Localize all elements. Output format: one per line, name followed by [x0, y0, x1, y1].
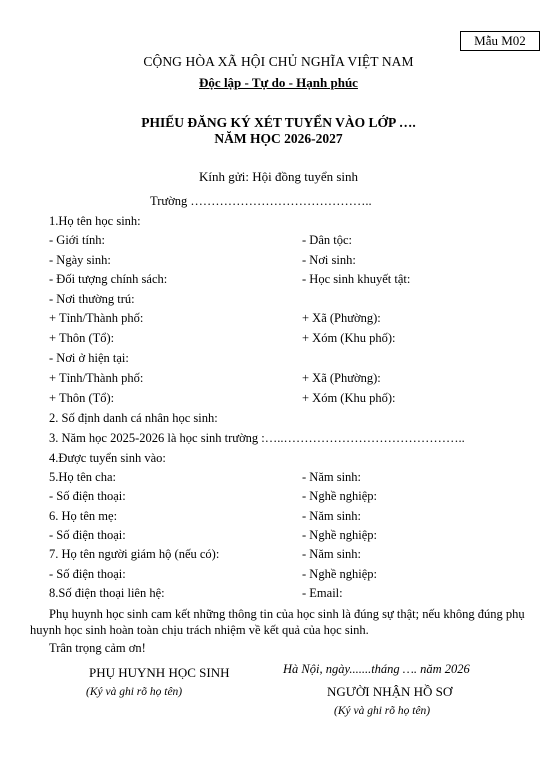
father-birth-label: - Năm sinh:: [302, 470, 362, 484]
date-line: Hà Nội, ngày.......tháng …. năm 2026: [283, 662, 470, 676]
parent-signature-title: PHỤ HUYNH HỌC SINH: [89, 665, 230, 680]
nation-header: CỘNG HÒA XÃ HỘI CHỦ NGHĨA VIỆT NAM: [143, 54, 414, 69]
guardian-job-label: - Nghề nghiệp:: [302, 567, 377, 581]
father-name-label: 5.Họ tên cha:: [49, 470, 116, 484]
student-name-label: 1.Họ tên học sinh:: [49, 214, 141, 228]
guardian-birth-label: - Năm sinh:: [302, 547, 362, 561]
contact-phone-label: 8.Số điện thoại liên hệ:: [49, 586, 165, 600]
birthplace-label: - Nơi sinh:: [302, 253, 356, 267]
thanks-line: Trân trọng cảm ơn!: [49, 641, 146, 655]
student-id-label: 2. Số định danh cá nhân học sinh:: [49, 411, 218, 425]
cur-province-label: + Tỉnh/Thành phố:: [49, 371, 144, 385]
policy-label: - Đối tượng chính sách:: [49, 272, 168, 286]
perm-village-label: + Thôn (Tổ):: [49, 331, 115, 345]
motto-text: Độc lập - Tự do - Hạnh phúc: [199, 75, 358, 90]
mother-job-label: - Nghề nghiệp:: [302, 528, 377, 542]
receiver-signature-note: (Ký và ghi rõ họ tên): [334, 705, 431, 717]
mother-name-label: 6. Họ tên mẹ:: [49, 509, 118, 523]
form-title-line2: NĂM HỌC 2026-2027: [214, 131, 343, 146]
disabled-label: - Học sinh khuyết tật:: [302, 272, 411, 286]
father-phone-label: - Số điện thoại:: [49, 489, 126, 503]
commitment-paragraph: Phụ huynh học sinh cam kết những thông tin của học sinh là đúng sự thật; nếu không đúng phụ huynh học sinh hoàn toàn chịu trách nhiệm về kết quả của học sinh.: [30, 607, 525, 637]
dob-label: - Ngày sinh:: [49, 253, 111, 267]
prev-school-label: 3. Năm học 2025-2026 là học sinh trường :…..……………………………………..: [49, 431, 465, 445]
motto: [0, 75, 557, 91]
father-job-label: - Nghề nghiệp:: [302, 489, 377, 503]
guardian-phone-label: - Số điện thoại:: [49, 567, 126, 581]
form-title-line1: PHIẾU ĐĂNG KÝ XÉT TUYỂN VÀO LỚP ….: [141, 115, 416, 130]
current-residence-label: - Nơi ở hiện tại:: [49, 351, 129, 365]
ethnicity-label: - Dân tộc:: [302, 233, 352, 247]
mother-birth-label: - Năm sinh:: [302, 509, 362, 523]
mother-phone-label: - Số điện thoại:: [49, 528, 126, 542]
cur-hamlet-label: + Xóm (Khu phố):: [302, 391, 396, 405]
school-line: Trường ……………………………………..: [150, 194, 372, 208]
salutation: Kính gửi: Hội đồng tuyển sinh: [198, 169, 359, 184]
receiver-signature-title: NGƯỜI NHẬN HỒ SƠ: [327, 684, 453, 699]
form-code-box: Mẫu M02: [460, 31, 540, 51]
parent-signature-note: (Ký và ghi rõ họ tên): [86, 686, 183, 698]
guardian-name-label: 7. Họ tên người giám hộ (nếu có):: [49, 547, 220, 561]
permanent-residence-label: - Nơi thường trú:: [49, 292, 135, 306]
gender-label: - Giới tính:: [49, 233, 105, 247]
perm-province-label: + Tỉnh/Thành phố:: [49, 311, 144, 325]
admitted-label: 4.Được tuyển sinh vào:: [49, 451, 166, 465]
cur-ward-label: + Xã (Phường):: [302, 371, 381, 385]
cur-village-label: + Thôn (Tổ):: [49, 391, 115, 405]
perm-hamlet-label: + Xóm (Khu phố):: [302, 331, 396, 345]
perm-ward-label: + Xã (Phường):: [302, 311, 381, 325]
email-label: - Email:: [302, 586, 343, 600]
